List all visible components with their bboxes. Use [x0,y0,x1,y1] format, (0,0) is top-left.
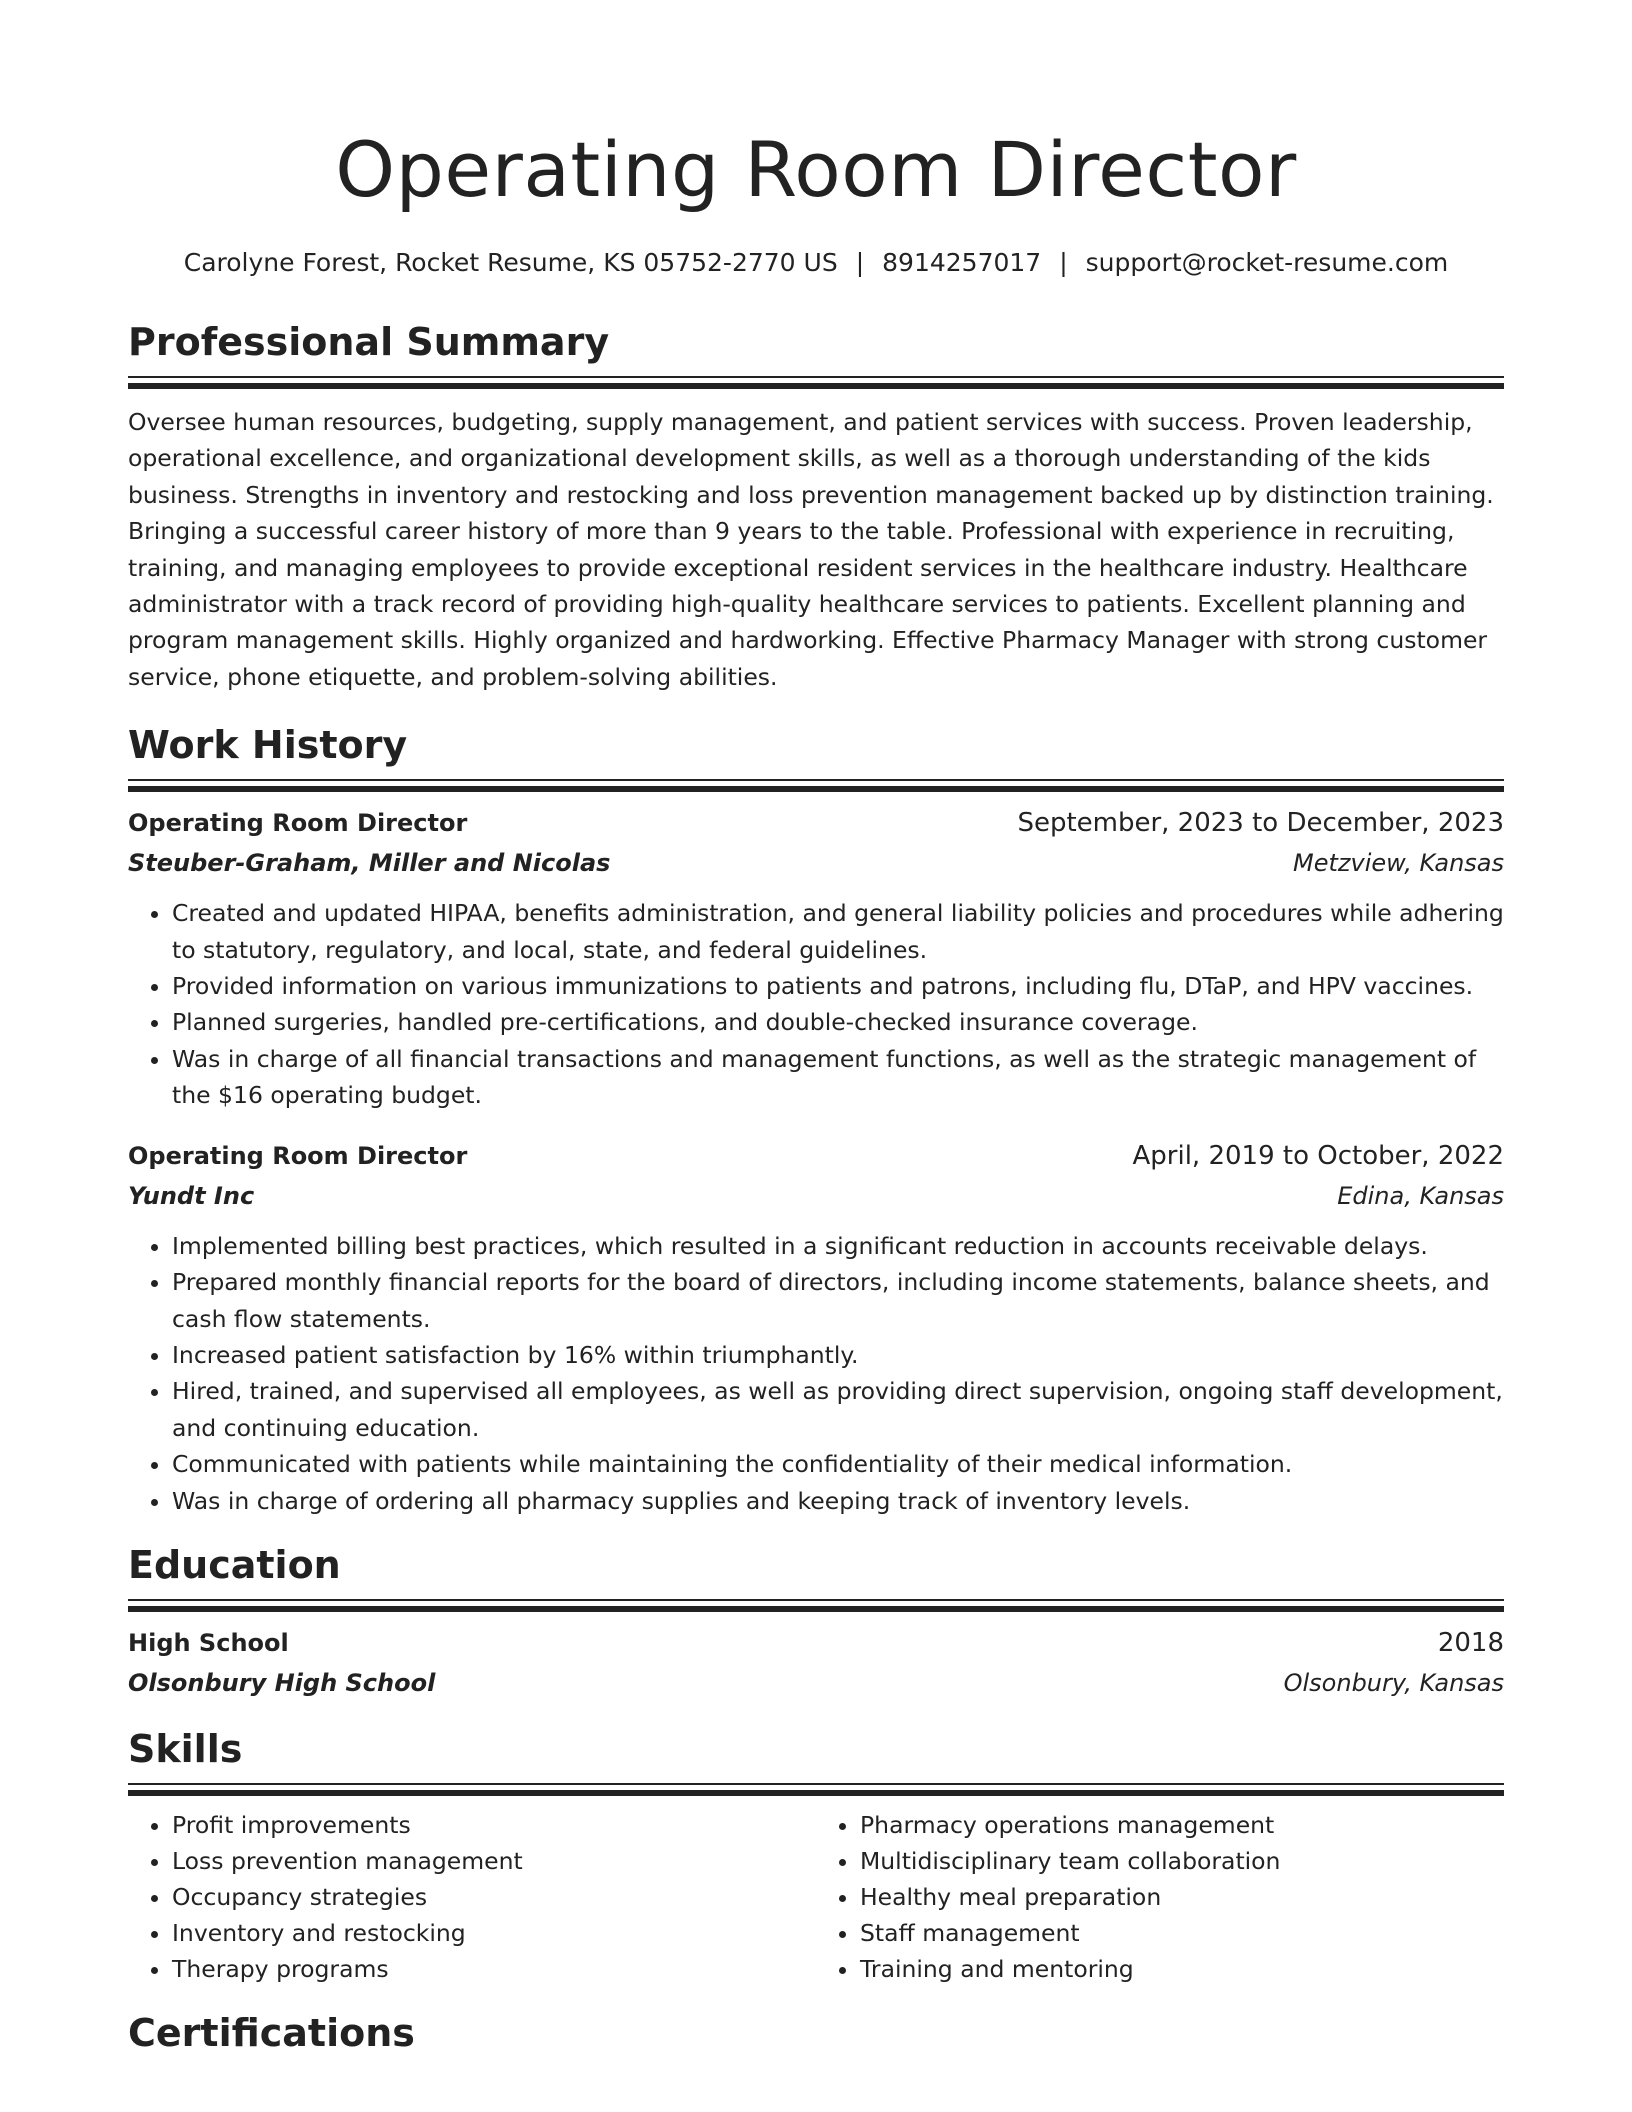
skill-item: • Profit improvements [172,1807,816,1843]
skill-item: • Therapy programs [172,1951,816,1987]
education-school: Olsonbury High School [128,1668,436,1697]
job-bullet: • Implemented billing best practices, which resulted in a significant reduction in accounts receivable delays. [172,1228,1504,1264]
summary-text: Oversee human resources, budgeting, supply management, and patient services with success. Proven leadership, operational excellence, and organizational development skills, as well as a thorough understanding of the kids business. Strengths in inventory and restocking and loss prevention management backed up by distinction training. Bringing a successful career history of more than 9 years to the table. Professional with experience in recruiting, training, and managing employees to provide exceptional resident services in the healthcare industry. Healthcare administrator with a track record of providing high-quality healthcare services to patients. Excellent planning and program management skills. Highly organized and hardworking. Effective Pharmacy Manager with strong customer service, phone etiquette, and problem-solving abilities. [128,408,1494,691]
job-employer: Yundt Inc [128,1181,255,1210]
certifications-section [128,2009,1504,2057]
skill-item: • Staff management [860,1915,1504,1951]
skill-item: • Multidisciplinary team collaboration [860,1843,1504,1879]
section-title-summary: Professional Summary [128,320,610,364]
contact-separator: | [1059,248,1068,277]
job-bullet: • Hired, trained, and supervised all employees, as well as providing direct supervision, ongoing staff development, and continuing education. [172,1373,1504,1446]
job-bullet: • Created and updated HIPAA, benefits administration, and general liability policies and procedures while adhering to statutory, regulatory, and local, state, and federal guidelines. [172,895,1504,968]
section-title-education: Education [128,1542,341,1587]
contact-email[interactable]: support@rocket-resume.com [1085,248,1449,277]
skills-section [128,1725,1504,1987]
job-entry [128,803,1504,1113]
job-bullet: • Was in charge of ordering all pharmacy supplies and keeping track of inventory levels. [172,1483,1504,1519]
job-entry [128,1136,1504,1519]
section-divider [128,1783,1504,1795]
skills-columns [128,1807,1504,1987]
job-bullet: • Increased patient satisfaction by 16% within triumphantly. [172,1337,1504,1373]
job-location: Metzview, Kansas [1293,849,1504,878]
skill-item: • Occupancy strategies [172,1879,816,1915]
education-location: Olsonbury, Kansas [1283,1668,1504,1697]
job-bullets [128,895,1504,1113]
skills-list-left [128,1807,816,1987]
contact-address: Carolyne Forest, Rocket Resume, KS 05752-2770 US [183,248,838,277]
section-divider [128,1599,1504,1611]
education-section [128,1541,1504,1703]
job-bullet: • Provided information on various immunizations to patients and patrons, including flu, DTaP, and HPV vaccines. [172,968,1504,1004]
section-title-work-history: Work History [128,723,408,768]
job-bullet: • Was in charge of all financial transactions and management functions, as well as the strategic management of the $16 operating budget. [172,1041,1504,1114]
job-employer: Steuber-Graham, Miller and Nicolas [128,849,611,878]
contact-separator: | [855,248,865,277]
summary-section [128,318,1504,695]
skill-item: • Healthy meal preparation [860,1879,1504,1915]
skill-item: • Inventory and restocking [172,1915,816,1951]
job-dates: April, 2019 to October, 2022 [1132,1140,1504,1171]
contact-phone: 8914257017 [882,248,1042,277]
skill-item: • Pharmacy operations management [860,1807,1504,1843]
contact-line [128,246,1504,280]
job-bullet: • Prepared monthly financial reports for the board of directors, including income statements, balance sheets, and cash flow statements. [172,1264,1504,1337]
education-degree: High School [128,1628,289,1657]
skill-item: • Loss prevention management [172,1843,816,1879]
work-history-section [128,721,1504,1519]
job-bullets [128,1228,1504,1519]
section-title-certifications: Certifications [128,2010,415,2055]
section-divider [128,376,1504,388]
job-bullet: • Communicated with patients while maintaining the confidentiality of their medical information. [172,1446,1504,1482]
job-title: Operating Room Director [128,1141,468,1170]
section-divider [128,779,1504,791]
job-location: Edina, Kansas [1337,1181,1504,1210]
resume-title: Operating Room Director [335,125,1297,214]
job-dates: September, 2023 to December, 2023 [1017,808,1504,839]
section-title-skills: Skills [128,1726,243,1771]
education-year: 2018 [1437,1627,1504,1658]
job-title: Operating Room Director [128,809,468,838]
job-bullet: • Planned surgeries, handled pre-certifications, and double-checked insurance coverage. [172,1004,1504,1040]
skill-item: • Training and mentoring [860,1951,1504,1987]
skills-list-right [816,1807,1504,1987]
